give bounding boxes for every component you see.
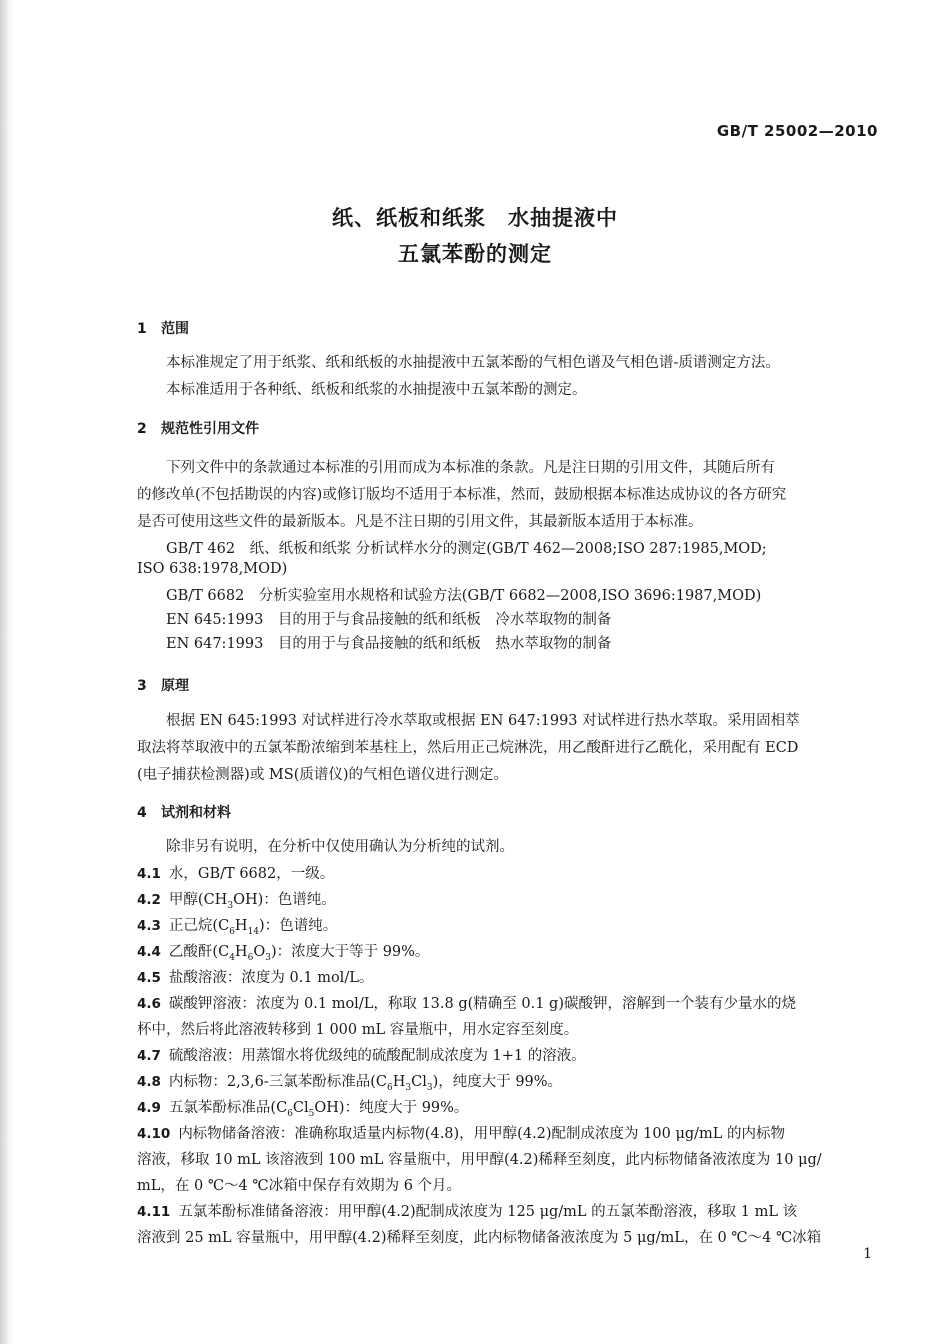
item-4-2: 4.2 甲醇$(CH_3OH)$：色谱纯。 <box>137 892 336 911</box>
section-3-line-1: 根据 EN 645:1993 对试样进行冷水萃取或根据 EN 647:1993 对试样进行热水萃取。采用固相萃 <box>166 713 800 729</box>
section-3-line-3: (电子捕获检测器)或 MS(质谱仪)的气相色谱仪进行测定。 <box>137 767 509 783</box>
section-1-heading: 1 范围 <box>137 321 189 337</box>
item-4-11-line-1: 4.11 五氯苯酚标准储备溶液：用甲醇(4.2)配制成浓度为 125 μg/mL 的五氯苯酚溶液，移取 1 mL 该 <box>137 1204 798 1220</box>
title-part-a: 纸、纸板和纸浆 <box>332 206 486 230</box>
item-4-7: 4.7 硫酸溶液：用蒸馏水将优级纯的硫酸配制成浓度为 1+1 的溶液。 <box>137 1048 586 1064</box>
section-2-intro-line-2: 的修改单(不包括勘误的内容)或修订版均不适用于本标准，然而，鼓励根据本标准达成协议的各方研究 <box>137 487 787 503</box>
section-1-para-1: 本标准规定了用于纸浆、纸和纸板的水抽提液中五氯苯酚的气相色谱及气相色谱-质谱测定方法。 <box>166 355 780 371</box>
document-title-line1 <box>0 202 950 232</box>
standard-code: GB/T 25002—2010 <box>716 122 878 140</box>
item-4-9: 4.9 五氯苯酚标准品$(C_6Cl_5OH)$：纯度大于 99%。 <box>137 1100 469 1119</box>
item-4-6-line-1: 4.6 碳酸钾溶液：浓度为 0.1 mol/L，称取 13.8 g(精确至 0.1 g)碳酸钾，溶解到一个装有少量水的烧 <box>137 996 796 1012</box>
section-2-intro-line-1: 下列文件中的条款通过本标准的引用而成为本标准的条款。凡是注日期的引用文件，其随后所有 <box>166 460 775 476</box>
section-3-heading: 3 原理 <box>137 678 189 694</box>
item-4-11-line-2: 溶液到 25 mL 容量瓶中，用甲醇(4.2)稀释至刻度，此内标物储备液浓度为 5 μg/mL，在 0 ℃～4 ℃冰箱 <box>137 1230 822 1246</box>
item-4-8: 4.8 内标物：2,3,6-三氯苯酚标准品$(C_6H_3Cl_3)$，纯度大于 99%。 <box>137 1074 563 1093</box>
item-4-4: 4.4 乙酸酐$(C_4H_6O_3)$：浓度大于等于 99%。 <box>137 944 430 963</box>
item-4-6-line-2: 杯中，然后将此溶液转移到 1 000 mL 容量瓶中，用水定容至刻度。 <box>137 1022 579 1038</box>
reference-gbt462-line-1: GB/T 462 纸、纸板和纸浆 分析试样水分的测定(GB/T 462—2008;ISO 287:1985,MOD; <box>166 541 767 557</box>
title-part-b: 水抽提液中 <box>508 206 618 230</box>
reference-gbt462-line-2: ISO 638:1978,MOD) <box>137 561 288 577</box>
section-4-heading: 4 试剂和材料 <box>137 805 231 821</box>
item-4-1: 4.1 水，GB/T 6682，一级。 <box>137 866 335 882</box>
reference-en647: EN 647:1993 目的用于与食品接触的纸和纸板 热水萃取物的制备 <box>166 636 612 652</box>
reference-gbt6682: GB/T 6682 分析实验室用水规格和试验方法(GB/T 6682—2008,ISO 3696:1987,MOD) <box>166 588 762 604</box>
document-title-line2: 五氯苯酚的测定 <box>398 242 552 266</box>
page-number: 1 <box>863 1246 872 1262</box>
reference-en645: EN 645:1993 目的用于与食品接触的纸和纸板 冷水萃取物的制备 <box>166 612 612 628</box>
section-1-para-2: 本标准适用于各种纸、纸板和纸浆的水抽提液中五氯苯酚的测定。 <box>166 382 587 398</box>
section-4-intro: 除非另有说明，在分析中仅使用确认为分析纯的试剂。 <box>166 839 514 855</box>
item-4-10-line-1: 4.10 内标物储备溶液：准确称取适量内标物(4.8)，用甲醇(4.2)配制成浓度为 100 μg/mL 的内标物 <box>137 1126 786 1142</box>
section-3-line-2: 取法将萃取液中的五氯苯酚浓缩到苯基柱上，然后用正己烷淋洗，用乙酸酐进行乙酰化，采用配有 ECD <box>137 740 799 756</box>
item-4-3: 4.3 正己烷$(C_6H_{14})$：色谱纯。 <box>137 918 338 937</box>
item-4-10-line-3: mL，在 0 ℃～4 ℃冰箱中保存有效期为 6 个月。 <box>137 1178 462 1194</box>
section-2-heading: 2 规范性引用文件 <box>137 421 259 437</box>
item-4-5: 4.5 盐酸溶液：浓度为 0.1 mol/L。 <box>137 970 374 986</box>
section-2-intro-line-3: 是否可使用这些文件的最新版本。凡是不注日期的引用文件，其最新版本适用于本标准。 <box>137 514 703 530</box>
item-4-10-line-2: 溶液，移取 10 mL 该溶液到 100 mL 容量瓶中，用甲醇(4.2)稀释至刻度，此内标物储备液浓度为 10 μg/ <box>137 1152 822 1168</box>
